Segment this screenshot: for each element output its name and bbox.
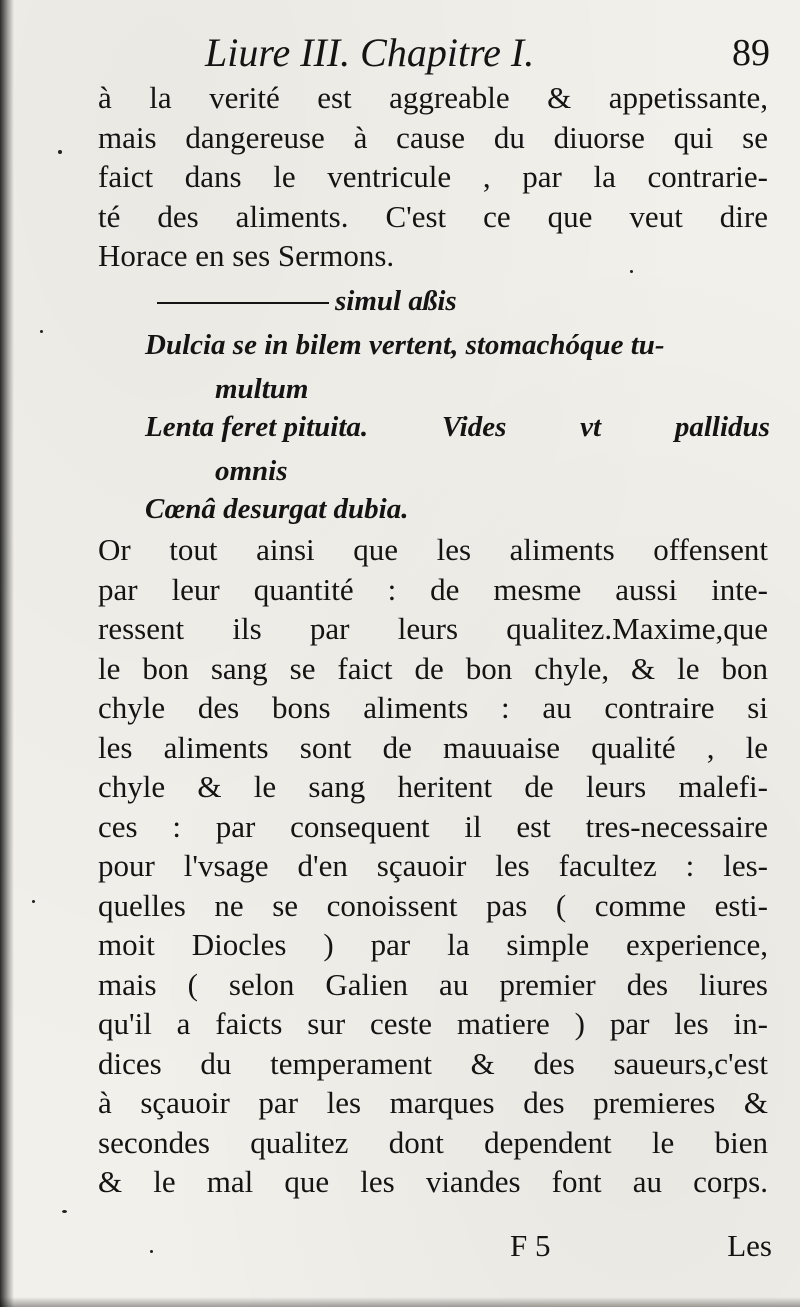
verse-text: Lenta feret pituita.: [145, 411, 369, 443]
verse-text: vt: [580, 411, 602, 443]
text-line: quelles ne se conoissent pas ( comme esti-: [98, 887, 768, 923]
page-bottom-shadow: [0, 1297, 800, 1307]
ink-speck: [150, 1250, 153, 1253]
text-line: Or tout ainsi que les aliments offensent: [98, 532, 768, 567]
text-line: à la verité est aggreable & appetissante,: [98, 80, 768, 115]
text-line: faict dans le ventricule , par la contrarie-: [98, 159, 768, 194]
page-number: 89: [732, 32, 770, 74]
running-head: Liure III. Chapitre I.: [205, 30, 535, 75]
ink-speck: [40, 330, 43, 333]
text-line: par leur quantité : de mesme aussi inte-: [98, 571, 768, 607]
text-line: qu'il a faicts sur ceste matiere ) par les in-: [98, 1006, 768, 1041]
verse-text: pallidus: [674, 411, 770, 443]
ink-speck: [58, 150, 62, 154]
page-edge-shadow: [0, 0, 14, 1307]
verse-line: Dulcia se in bilem vertent, stomachóque tu-: [145, 329, 665, 361]
verse-continuation: multum: [215, 373, 309, 405]
text-line: ces : par consequent il est tres-necessaire: [98, 808, 768, 844]
text-line: chyle des bons aliments : au contraire si: [98, 690, 768, 725]
text-line: mais dangereuse à cause du diuorse qui se: [98, 119, 768, 155]
page-footer: [510, 1228, 772, 1268]
verse-line: [145, 406, 770, 450]
text-line: le bon sang se faict de bon chyle, & le bon: [98, 650, 768, 686]
text-line: à sçauoir par les marques des premieres &: [98, 1085, 768, 1120]
catchword: Les: [727, 1228, 772, 1263]
text-line: moit Diocles ) par la simple experience,: [98, 927, 768, 962]
latin-verse-quotation: [145, 280, 770, 532]
ink-speck: [630, 270, 633, 273]
ink-speck: [62, 1210, 67, 1213]
body-paragraph-top: [98, 78, 768, 276]
ink-speck: [32, 900, 35, 903]
verse-line: [145, 280, 770, 324]
text-line: secondes qualitez dont dependent le bien: [98, 1124, 768, 1160]
text-line: té des aliments. C'est ce que veut dire: [98, 198, 768, 234]
text-line: mais ( selon Galien au premier des liures: [98, 966, 768, 1002]
text-line: ressent ils par leurs qualitez.Maxime,que: [98, 611, 768, 646]
text-line: dices du temperament & des saueurs,c'est: [98, 1045, 768, 1081]
text-line: pour l'vsage d'en sçauoir les facultez : les-: [98, 848, 768, 883]
verse-text: Vides: [441, 411, 507, 443]
page-header: [205, 28, 770, 78]
text-line: & le mal que les viandes font au corps.: [98, 1164, 768, 1199]
body-paragraph-bottom: [98, 530, 768, 1202]
em-dash-rule: [157, 302, 329, 304]
verse-text: simul aßis: [335, 285, 457, 317]
text-line: les aliments sont de mauuaise qualité , le: [98, 729, 768, 765]
verse-line: Cœnâ desurgat dubia.: [145, 493, 409, 525]
signature-mark: F 5: [510, 1228, 551, 1263]
text-line: Horace en ses Sermons.: [98, 238, 395, 273]
verse-continuation: omnis: [215, 455, 288, 487]
text-line: chyle & le sang heritent de leurs malefi-: [98, 769, 768, 804]
